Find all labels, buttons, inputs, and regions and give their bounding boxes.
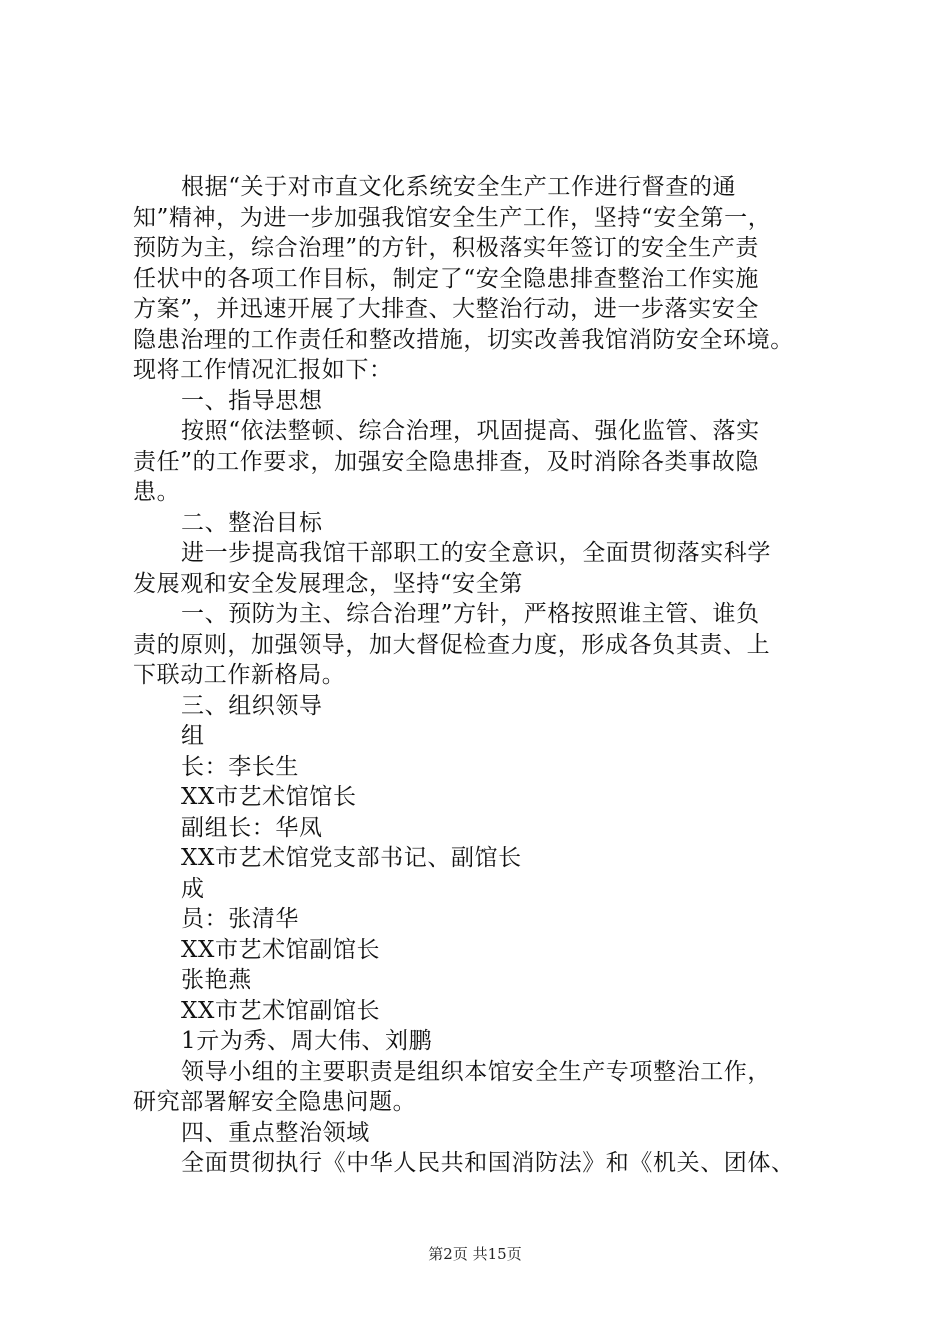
section-heading: 四、重点整治领域 (181, 1119, 370, 1146)
roster-line: XX市艺术馆副馆长 (181, 997, 381, 1024)
section-heading: 三、组织领导 (181, 692, 323, 719)
roster-line: XX市艺术馆党支部书记、副馆长 (181, 845, 522, 871)
document-body (133, 172, 848, 1179)
paragraph-line: 患。 (133, 479, 181, 505)
paragraph-line: 研究部署解安全隐患问题。 (133, 1089, 417, 1115)
paragraph-line: 隐患治理的工作责任和整改措施，切实改善我馆消防安全环境。 (133, 326, 794, 353)
roster-line: XX市艺术馆副馆长 (181, 936, 381, 963)
paragraph-line: 发展观和安全发展理念，坚持“安全第 (133, 570, 523, 597)
paragraph-line: 任状中的各项工作目标，制定了“安全隐患排查整治工作实施 (133, 265, 759, 292)
paragraph-line: 一、预防为主、综合治理”方针，严格按照谁主管、谁负 (181, 601, 760, 627)
roster-line: 1亓为秀、周大伟、刘鹏 (181, 1028, 433, 1054)
roster-line: XX市艺术馆馆长 (181, 784, 357, 810)
paragraph-line: 预防为主，综合治理”的方针，积极落实年签订的安全生产责 (133, 235, 759, 261)
paragraph-line: 根据“关于对市直文化系统安全生产工作进行督查的通 (181, 174, 737, 200)
paragraph-line: 知”精神，为进一步加强我馆安全生产工作，坚持“安全第一， (133, 204, 772, 231)
paragraph-line: 进一步提高我馆干部职工的安全意识，全面贯彻落实科学 (181, 540, 771, 566)
paragraph-line: 下联动工作新格局。 (133, 662, 346, 688)
roster-line: 副组长：华凤 (181, 814, 323, 841)
roster-line: 成 (181, 875, 205, 902)
paragraph-line: 现将工作情况汇报如下： (133, 357, 393, 383)
paragraph-line: 方案”，并迅速开展了大排查、大整治行动，进一步落实安全 (133, 296, 759, 322)
paragraph-line: 领导小组的主要职责是组织本馆安全生产专项整治工作， (181, 1058, 771, 1085)
section-heading: 一、指导思想 (181, 387, 323, 414)
roster-line: 张艳燕 (181, 967, 252, 993)
roster-line: 长：李长生 (181, 753, 299, 780)
paragraph-line: 按照“依法整顿、综合治理，巩固提高、强化监管、落实 (181, 418, 760, 444)
paragraph-line: 责任”的工作要求，加强安全隐患排查，及时消除各类事故隐 (133, 448, 759, 475)
paragraph-line: 全面贯彻执行《中华人民共和国消防法》和《机关、团体、 (181, 1150, 795, 1176)
section-heading: 二、整治目标 (181, 509, 323, 536)
page-number-footer: 第2页 共15页 (428, 1245, 522, 1263)
roster-line: 员：张清华 (181, 906, 299, 932)
paragraph-line: 责的原则，加强领导，加大督促检查力度，形成各负其责、上 (133, 631, 771, 658)
roster-line: 组 (181, 723, 205, 749)
